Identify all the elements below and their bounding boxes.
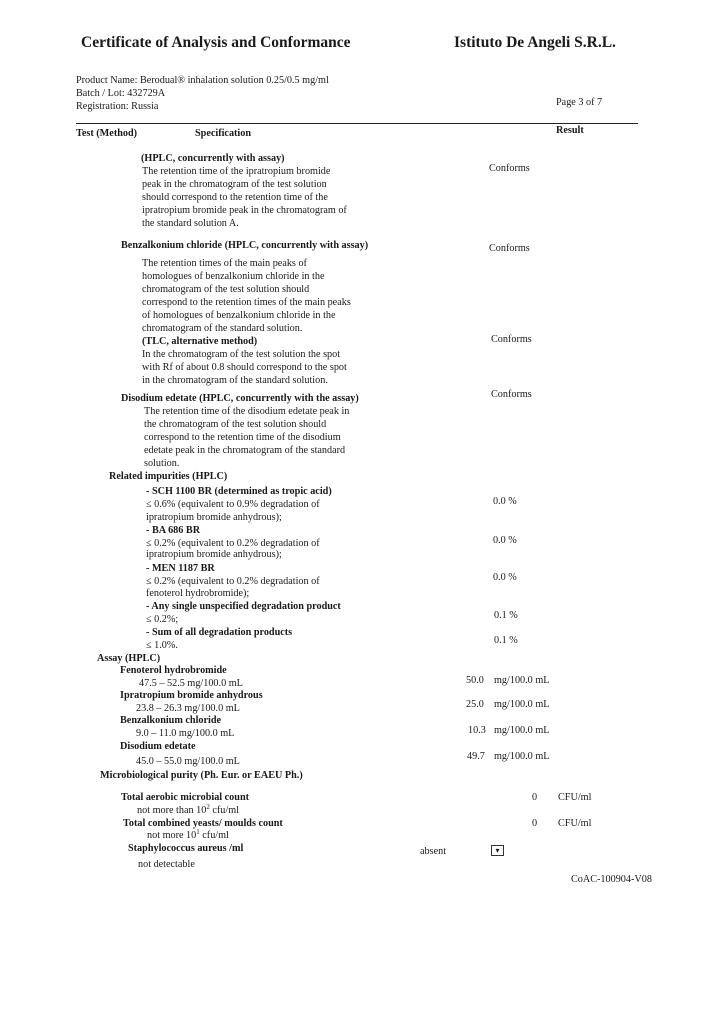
assay-heading: Assay (HPLC)	[97, 653, 161, 664]
assay-item-spec: 9.0 – 11.0 mg/100.0 mL	[136, 728, 235, 739]
spec-line: The retention time of the disodium edetate peak in	[144, 406, 350, 417]
spec-line: with Rf of about 0.8 should correspond to the spot	[142, 362, 347, 373]
spec-line: ipratropium bromide peak in the chromatogram of	[142, 205, 347, 216]
assay-unit: mg/100.0 mL	[494, 675, 550, 686]
spec-line: edetate peak in the chromatogram of the standard	[144, 445, 346, 456]
col-test-method: Test (Method)	[76, 128, 138, 139]
assay-unit: mg/100.0 mL	[494, 751, 550, 762]
col-specification: Specification	[195, 128, 252, 139]
assay-item-name: Benzalkonium chloride	[120, 715, 222, 726]
tamc-spec: not more than $10^2$ cfu/ml	[137, 803, 239, 816]
spec-line: of homologues of benzalkonium chloride in the	[142, 310, 336, 321]
assay-item-name: Ipratropium bromide anhydrous	[120, 690, 263, 701]
assay-value: 49.7	[467, 751, 485, 762]
tymc-name: Total combined yeasts/ moulds count	[123, 818, 283, 829]
impurity-result: 0.1 %	[494, 610, 518, 621]
result-value: Conforms	[491, 334, 532, 345]
micro-heading: Microbiological purity (Ph. Eur. or EAEU Ph.)	[100, 770, 303, 781]
assay-item-spec: 23.8 – 26.3 mg/100.0 mL	[136, 703, 240, 714]
impurity-name: - Sum of all degradation products	[146, 627, 293, 638]
impurity-result: 0.0 %	[493, 535, 517, 546]
dropdown-arrow-icon[interactable]: ▾	[491, 845, 504, 856]
disodium-identity-heading: Disodium edetate (HPLC, concurrently with the assay)	[121, 393, 359, 404]
spec-line: the chromatogram of the test solution should	[144, 419, 327, 430]
assay-item-spec: 47.5 – 52.5 mg/100.0 mL	[139, 678, 243, 689]
assay-item-name: Disodium edetate	[120, 741, 196, 752]
impurity-spec: ≤ 0.2%;	[146, 614, 179, 625]
registration: Registration: Russia	[76, 101, 159, 112]
assay-item-spec: 45.0 – 55.0 mg/100.0 mL	[136, 756, 240, 767]
impurity-name: - SCH 1100 BR (determined as tropic acid)	[146, 486, 332, 497]
batch-lot: Batch / Lot: 432729A	[76, 88, 166, 99]
impurity-result: 0.0 %	[493, 496, 517, 507]
assay-unit: mg/100.0 mL	[494, 699, 550, 710]
spec-line: peak in the chromatogram of the test solution	[142, 179, 327, 190]
impurity-name: - Any single unspecified degradation product	[146, 601, 341, 612]
assay-value: 50.0	[466, 675, 484, 686]
assay-item-name: Fenoterol hydrobromide	[120, 665, 227, 676]
assay-value: 10.3	[468, 725, 486, 736]
staph-spec: not detectable	[138, 859, 195, 870]
impurity-spec: ≤ 1.0%.	[146, 640, 178, 651]
spec-line: correspond to the retention times of the main peaks	[142, 297, 351, 308]
result-value: Conforms	[489, 243, 530, 254]
tymc-value: 0	[532, 818, 538, 829]
benzalkonium-identity-heading: Benzalkonium chloride (HPLC, concurrently with assay)	[121, 240, 369, 251]
page-number: Page 3 of 7	[556, 97, 603, 108]
result-value: Conforms	[491, 389, 532, 400]
spec-line: solution.	[144, 458, 180, 469]
impurity-spec: ≤ 0.2% (equivalent to 0.2% degradation of	[146, 538, 320, 549]
impurity-result: 0.1 %	[494, 635, 518, 646]
product-name: Product Name: Berodual® inhalation solution 0.25/0.5 mg/ml	[76, 75, 329, 86]
impurity-result: 0.0 %	[493, 572, 517, 583]
tamc-name: Total aerobic microbial count	[121, 792, 250, 803]
spec-line: correspond to the retention time of the disodium	[144, 432, 341, 443]
tymc-spec: not more $10^1$ cfu/ml	[147, 828, 229, 841]
spec-line: chromatogram of the standard solution.	[142, 323, 303, 334]
staph-name: Staphylococcus aureus /ml	[128, 843, 244, 854]
col-result: Result	[556, 125, 584, 136]
related-impurities-heading: Related impurities (HPLC)	[109, 471, 228, 482]
impurity-spec: fenoterol hydrobromide);	[146, 588, 250, 599]
ipratropium-identity-heading: (HPLC, concurrently with assay)	[141, 153, 285, 164]
staph-result: absent	[420, 846, 447, 857]
impurity-spec: ipratropium bromide anhydrous);	[146, 549, 282, 560]
impurity-spec: ≤ 0.2% (equivalent to 0.2% degradation of	[146, 576, 320, 587]
spec-line: the standard solution A.	[142, 218, 239, 229]
spec-line: should correspond to the retention time of the	[142, 192, 328, 203]
tlc-heading: (TLC, alternative method)	[142, 336, 258, 347]
impurity-spec: ≤ 0.6% (equivalent to 0.9% degradation of	[146, 499, 320, 510]
impurity-name: - MEN 1187 BR	[146, 563, 215, 574]
document-code: CoAC-100904-V08	[571, 874, 652, 885]
impurity-name: - BA 686 BR	[146, 525, 201, 536]
result-value: Conforms	[489, 163, 530, 174]
assay-unit: mg/100.0 mL	[494, 725, 550, 736]
tymc-unit: CFU/ml	[558, 818, 592, 829]
spec-line: in the chromatogram of the standard solution.	[142, 375, 328, 386]
spec-line: homologues of benzalkonium chloride in the	[142, 271, 325, 282]
header-rule	[76, 123, 638, 124]
document-title: Certificate of Analysis and Conformance	[81, 34, 351, 51]
spec-line: The retention time of the ipratropium bromide	[142, 166, 331, 177]
impurity-spec: ipratropium bromide anhydrous);	[146, 512, 282, 523]
spec-line: In the chromatogram of the test solution the spot	[142, 349, 341, 360]
spec-line: The retention times of the main peaks of	[142, 258, 307, 269]
tamc-value: 0	[532, 792, 538, 803]
assay-value: 25.0	[466, 699, 484, 710]
company-name: Istituto De Angeli S.R.L.	[454, 34, 616, 51]
tamc-unit: CFU/ml	[558, 792, 592, 803]
spec-line: chromatogram of the test solution should	[142, 284, 310, 295]
